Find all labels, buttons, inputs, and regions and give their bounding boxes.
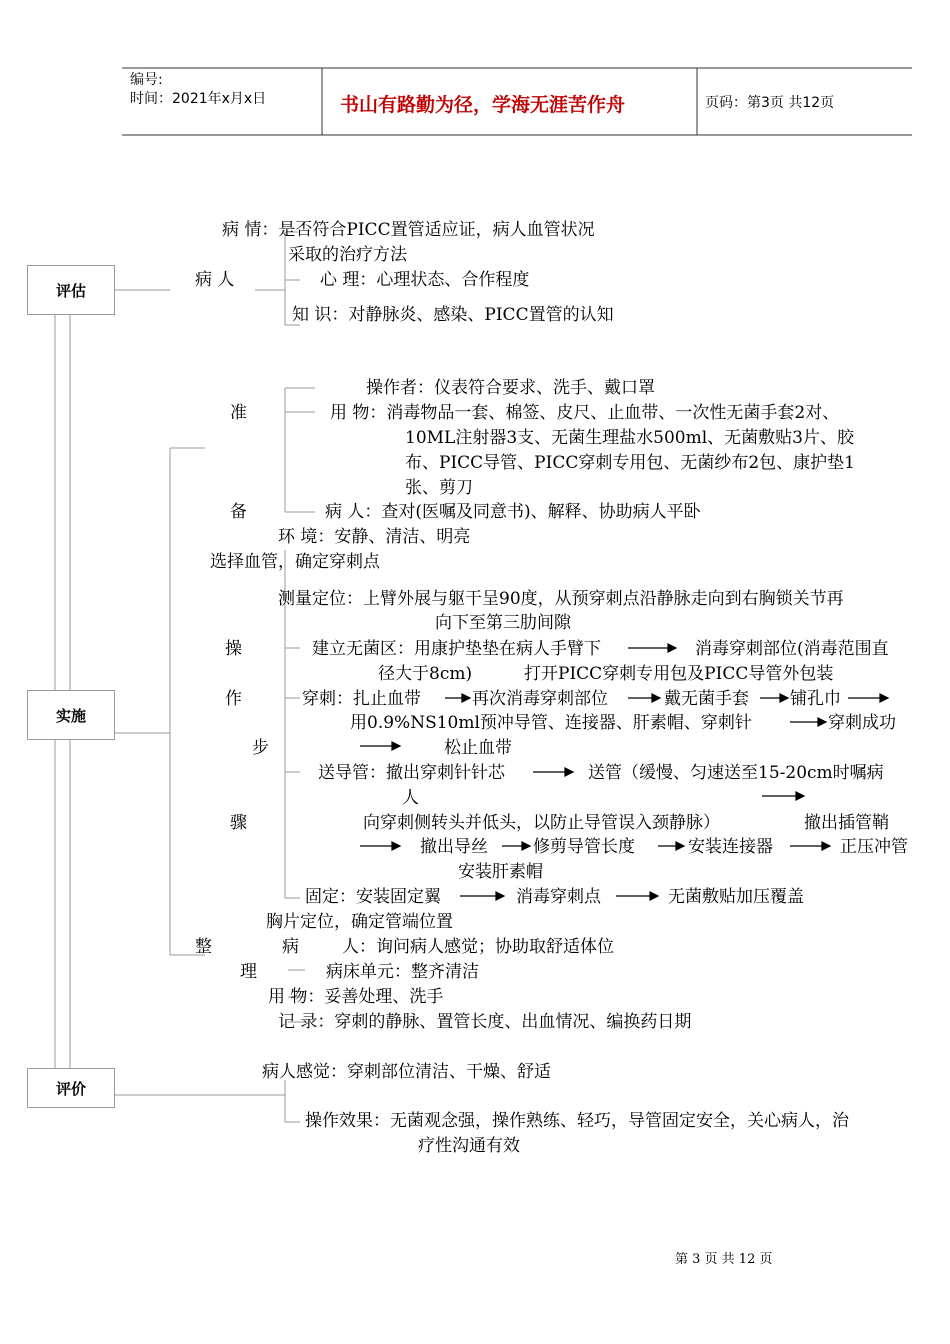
steps-fix-b: 无菌敷贴加压覆盖 xyxy=(668,887,804,907)
assess-knowledge: 知 识：对静脉炎、感染、PICC置管的认知 xyxy=(292,305,614,325)
steps-feed-4-c: 正压冲管 xyxy=(840,837,908,857)
header-page-label: 页码：第3页 共12页 xyxy=(705,95,835,111)
steps-puncture-3: 松止血带 xyxy=(444,738,512,758)
evaluate-box: 评价 xyxy=(27,1068,115,1108)
steps-char-1: 操 xyxy=(225,639,242,659)
assess-condition-cont: 采取的治疗方法 xyxy=(288,245,407,265)
steps-sterile-b: 打开PICC穿刺专用包及PICC导管外包装 xyxy=(524,664,834,684)
steps-feed-5: 安装肝素帽 xyxy=(458,862,543,882)
steps-puncture-c: 铺孔巾 xyxy=(790,689,841,709)
prepare-supplies-4: 张、剪刀 xyxy=(405,478,473,498)
tidy-patient: 人：询问病人感觉；协助取舒适体位 xyxy=(342,937,614,957)
eval-feeling: 病人感觉：穿刺部位清洁、干燥、舒适 xyxy=(262,1062,551,1082)
steps-select-vessel: 选择血管，确定穿刺点 xyxy=(210,552,380,572)
steps-feed-3-a: 撤出插管鞘 xyxy=(804,813,889,833)
header-motto: 书山有路勤为径，学海无涯苦作舟 xyxy=(340,94,626,116)
eval-effect-2: 疗性沟通有效 xyxy=(418,1136,520,1156)
steps-feed-a: 送管（缓慢、匀速送至15-20cm时嘱病 xyxy=(588,763,884,783)
page-footer: 第 3 页 共 12 页 xyxy=(675,1252,773,1267)
steps-feed-4: 撤出导丝 xyxy=(420,837,488,857)
steps-feed: 送导管：撤出穿刺针针芯 xyxy=(318,763,505,783)
steps-measure: 测量定位：上臂外展与躯干呈90度，从预穿刺点沿静脉走向到右胸锁关节再 xyxy=(278,589,844,609)
prepare-operator: 操作者：仪表符合要求、洗手、戴口罩 xyxy=(366,378,655,398)
tidy-char-2: 理 xyxy=(240,962,257,982)
tidy-patient-char: 病 xyxy=(282,937,299,957)
prepare-patient: 病 人：查对(医嘱及同意书)、解释、协助病人平卧 xyxy=(325,502,701,522)
assess-condition: 病 情：是否符合PICC置管适应证，病人血管状况 xyxy=(222,220,595,240)
steps-sterile-2: 径大于8cm) xyxy=(378,664,473,684)
prepare-char-1: 准 xyxy=(230,403,247,423)
steps-fix: 固定：安装固定翼 xyxy=(305,887,441,907)
steps-measure-2: 向下至第三肋间隙 xyxy=(435,613,571,633)
steps-puncture-a: 再次消毒穿刺部位 xyxy=(472,689,608,709)
implement-box: 实施 xyxy=(27,690,115,740)
steps-puncture-b: 戴无菌手套 xyxy=(664,689,749,709)
steps-sterile: 建立无菌区：用康护垫垫在病人手臂下 xyxy=(312,639,601,659)
assess-box: 评估 xyxy=(27,265,115,315)
document-number-label: 编号: xyxy=(130,72,163,88)
steps-puncture-2-a: 穿刺成功 xyxy=(828,713,896,733)
eval-effect: 操作效果：无菌观念强，操作熟练、轻巧，导管固定安全，关心病人，治 xyxy=(305,1111,849,1131)
assess-patient-label: 病 人 xyxy=(195,270,235,290)
steps-char-4: 骤 xyxy=(230,813,247,833)
steps-feed-4-a: 修剪导管长度 xyxy=(533,837,635,857)
steps-puncture: 穿刺：扎止血带 xyxy=(302,689,421,709)
steps-xray: 胸片定位，确定管端位置 xyxy=(266,912,453,932)
steps-feed-4-b: 安装连接器 xyxy=(688,837,773,857)
steps-char-3: 步 xyxy=(252,738,269,758)
tidy-bed: 病床单元：整齐清洁 xyxy=(326,962,479,982)
document-time-label: 时间：2021年x月x日 xyxy=(130,91,267,107)
prepare-supplies-2: 10ML注射器3支、无菌生理盐水500ml、无菌敷贴3片、胶 xyxy=(405,428,854,448)
steps-sterile-a: 消毒穿刺部位(消毒范围直 xyxy=(695,639,889,659)
assess-mental: 心 理：心理状态、合作程度 xyxy=(320,270,530,290)
prepare-environment: 环 境：安静、清洁、明亮 xyxy=(278,527,471,547)
tidy-record: 记 录：穿刺的静脉、置管长度、出血情况、编换药日期 xyxy=(278,1012,692,1032)
tidy-char-1: 整 xyxy=(195,937,212,957)
steps-fix-a: 消毒穿刺点 xyxy=(516,887,601,907)
steps-feed-2: 人 xyxy=(402,788,419,808)
tidy-supplies: 用 物：妥善处理、洗手 xyxy=(268,987,444,1007)
prepare-char-2: 备 xyxy=(230,502,247,522)
prepare-supplies-3: 布、PICC导管、PICC穿刺专用包、无菌纱布2包、康护垫1 xyxy=(405,453,855,473)
prepare-supplies: 用 物：消毒物品一套、棉签、皮尺、止血带、一次性无菌手套2对、 xyxy=(330,403,840,423)
steps-feed-3: 向穿刺侧转头并低头，以防止导管误入颈静脉） xyxy=(363,813,720,833)
steps-puncture-2: 用0.9%NS10ml预冲导管、连接器、肝素帽、穿刺针 xyxy=(350,713,752,733)
steps-char-2: 作 xyxy=(225,689,242,709)
